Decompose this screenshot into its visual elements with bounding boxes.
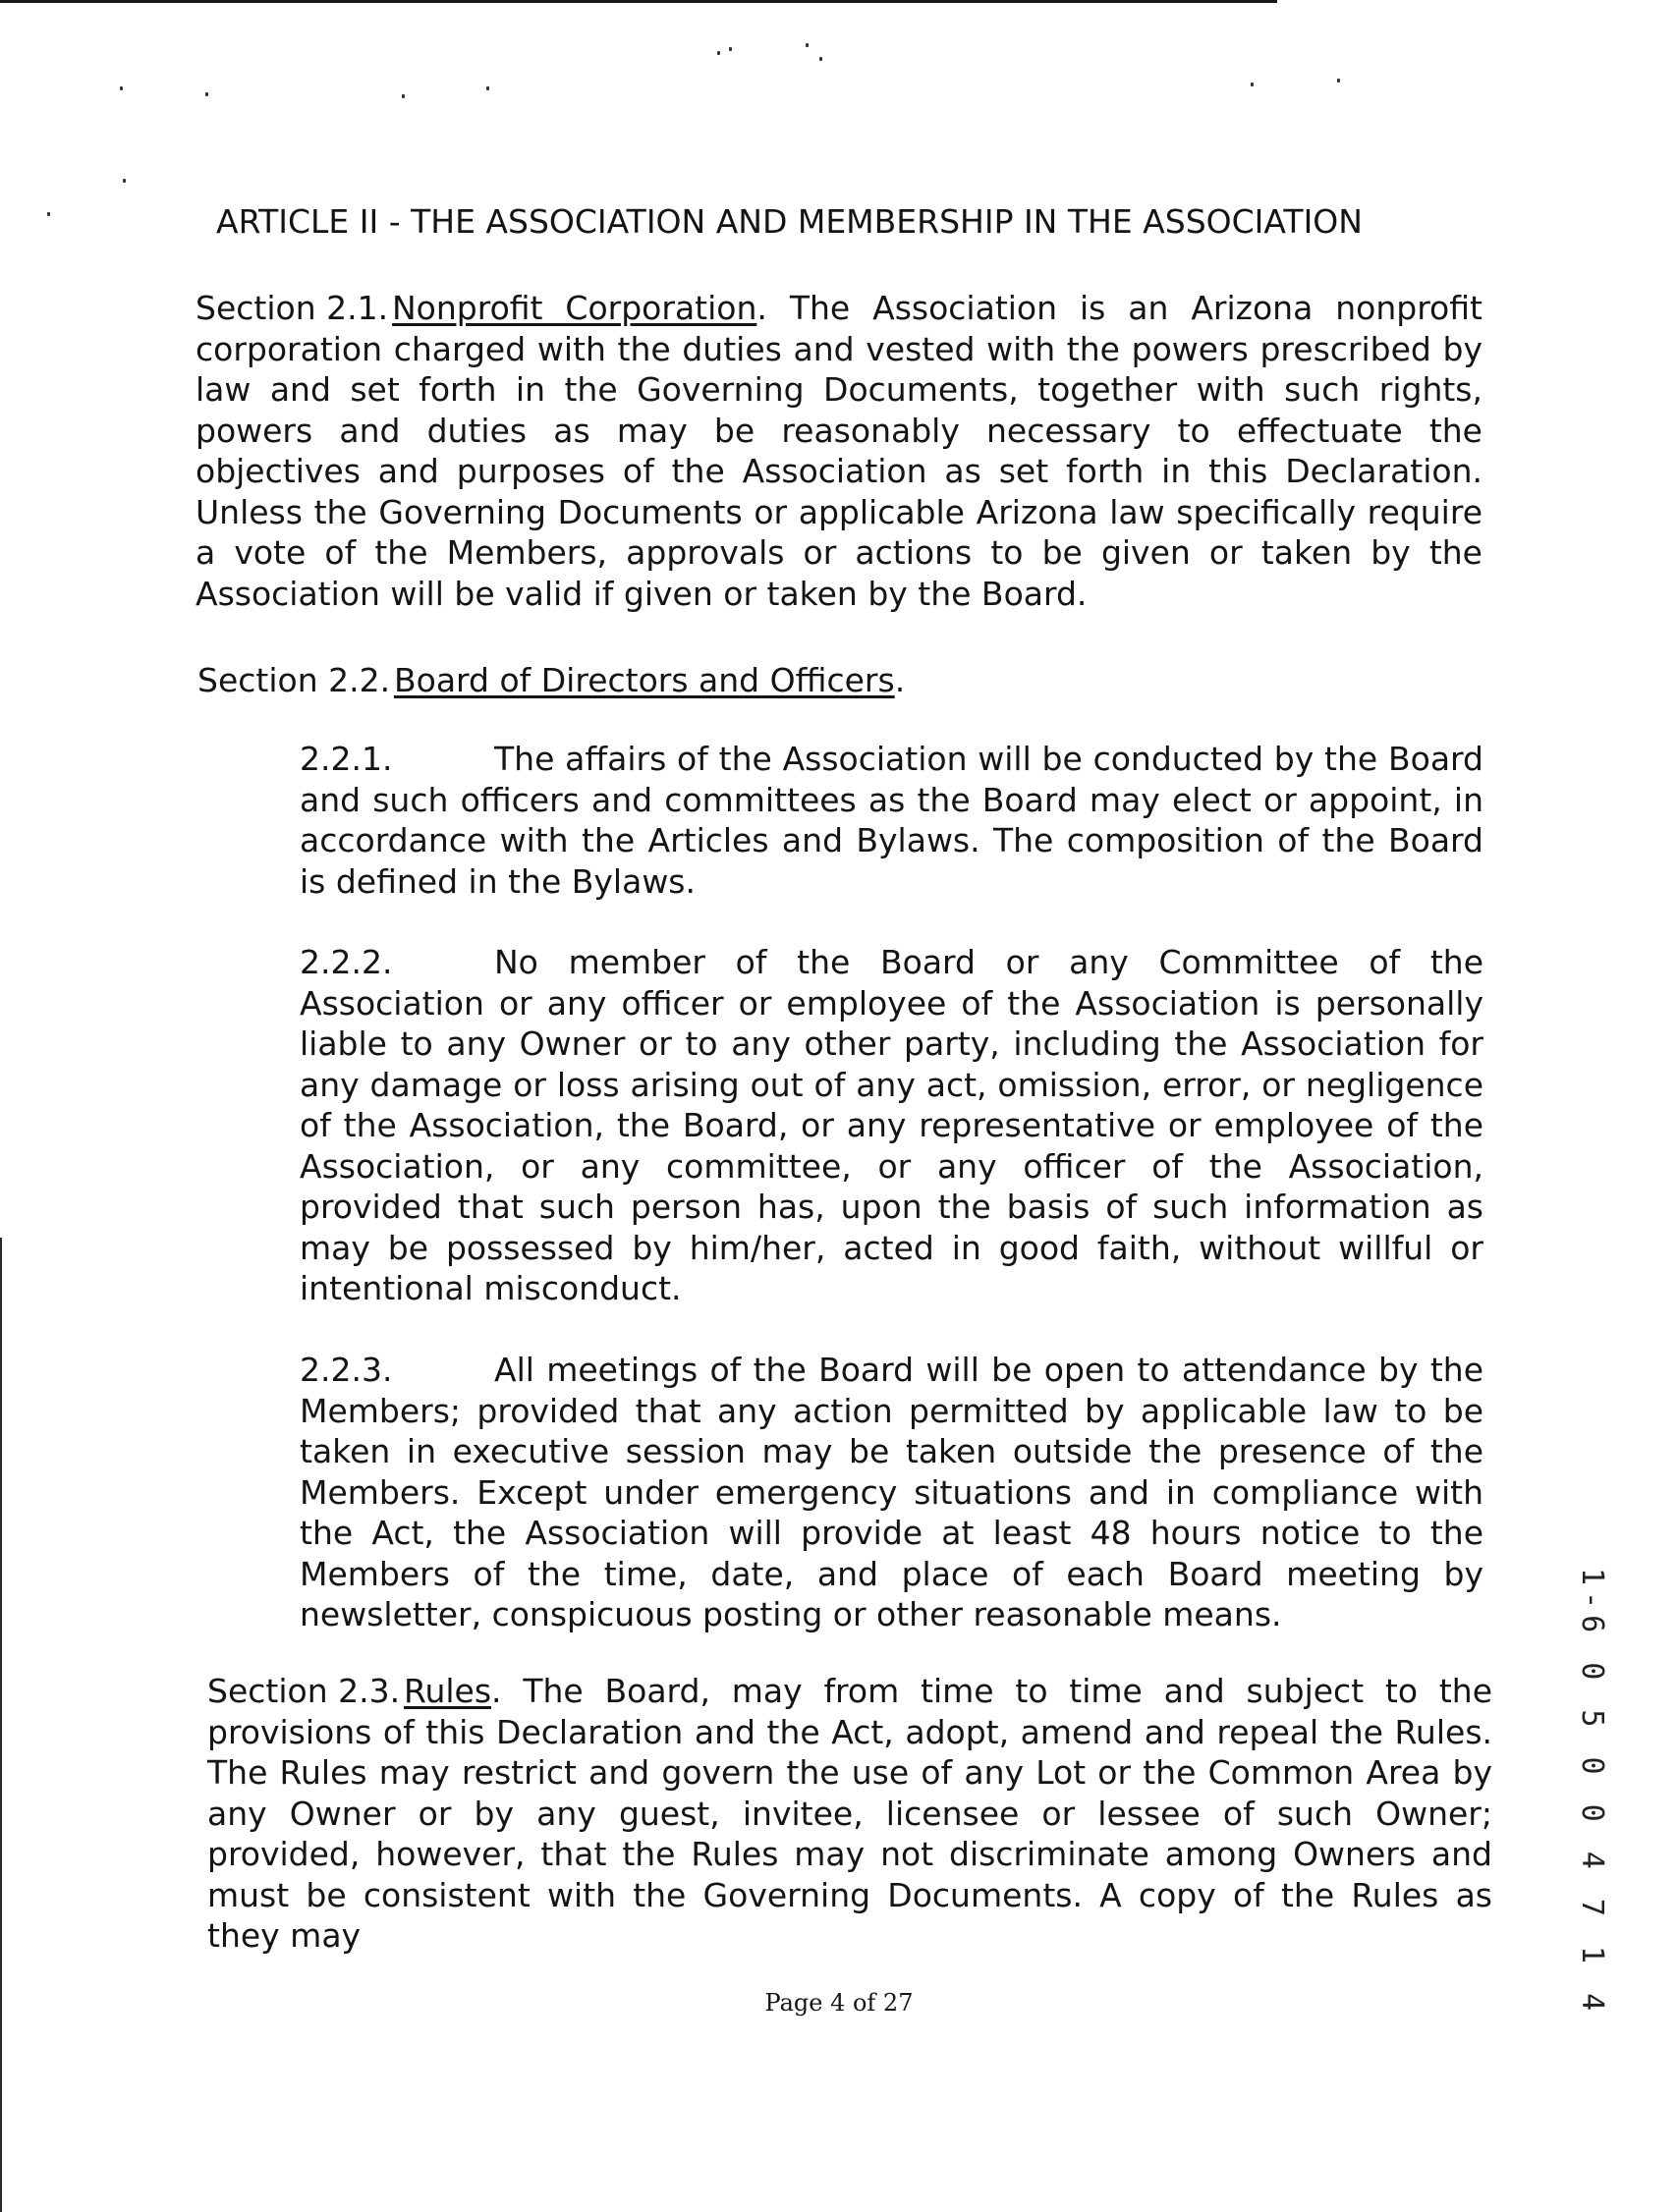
section-number: Section 2.1. <box>196 289 389 327</box>
section-number: Section 2.2. <box>197 661 391 699</box>
caption-period: . <box>491 1672 502 1710</box>
section-body: The Association is an Arizona nonprofit corporation charged with the duties and vested with the powers prescribed by law and set forth in the Governing Documents, together with such rights, powers and duties as may be reasonably necessary to effectuate the objectives and purposes of the Association as set forth in this Declaration. Unless the Governing Documents or applicable Arizona law specifically require a vote of the Members, approvals or actions to be given or taken by the Association will be valid if given or taken by the Board. <box>196 289 1482 613</box>
scan-speck <box>402 94 405 98</box>
subsection-2-2-2 <box>300 942 1483 1309</box>
section-2-2-heading <box>197 660 905 701</box>
scan-speck <box>1251 83 1254 86</box>
section-caption: Nonprofit Corporation <box>392 289 757 327</box>
scan-speck <box>486 86 489 90</box>
scan-speck <box>47 212 50 216</box>
subsection-2-2-3 <box>300 1350 1483 1635</box>
section-body: The Board, may from time to time and subject to the provisions of this Declaration and the Act, adopt, amend and repeal the Rules. The Rules may restrict and govern the use of any Lot or the Common Area by any Owner or by any guest, invitee, licensee or lessee of such Owner; provided, however, that the Rules may not discriminate among Owners and must be consistent with the Governing Documents. A copy of the Rules as they may <box>207 1672 1492 1955</box>
scan-speck <box>123 179 126 183</box>
scan-edge-left <box>0 1238 2 2212</box>
subsection-number: 2.2.1. <box>300 740 393 778</box>
scan-speck <box>806 43 809 47</box>
scan-speck <box>717 51 720 55</box>
subsection-body: All meetings of the Board will be open to attendance by the Members; provided that any action permitted by applicable law to be taken in executive session may be taken outside the presence of the Members. Except under emergency situations and in compliance with the Act, the Association will provide at least 48 hours notice to the Members of the time, date, and place of each Board meeting by newsletter, conspicuous posting or other reasonable means. <box>300 1351 1483 1633</box>
caption-period: . <box>756 289 767 327</box>
section-caption: Rules <box>404 1672 492 1710</box>
recording-stamp: 1-6 0 5 0 0 4 7 1 4 <box>1575 1568 1609 2018</box>
scan-speck <box>120 86 123 90</box>
page-number: Page 4 of 27 <box>764 1989 914 2017</box>
subsection-number: 2.2.2. <box>300 943 393 981</box>
caption-period: . <box>894 661 906 699</box>
section-caption: Board of Directors and Officers <box>394 661 895 699</box>
scan-speck <box>819 57 822 61</box>
scan-speck <box>1337 79 1340 83</box>
section-2-3 <box>207 1671 1492 1957</box>
subsection-2-2-1 <box>300 739 1483 902</box>
section-number: Section 2.3. <box>207 1672 401 1710</box>
article-heading: ARTICLE II - THE ASSOCIATION AND MEMBERSHIP IN THE ASSOCIATION <box>216 202 1363 241</box>
subsection-body: The affairs of the Association will be conducted by the Board and such officers and committees as the Board may elect or appoint, in accordance with the Articles and Bylaws. The composition of the Board is defined in the Bylaws. <box>300 740 1483 901</box>
scan-speck <box>729 47 732 51</box>
scan-edge-top <box>0 0 1277 3</box>
subsection-number: 2.2.3. <box>300 1351 393 1389</box>
subsection-body: No member of the Board or any Committee of the Association or any officer or employee of the Association is personally liable to any Owner or to any other party, including the Association for any damage or loss arising out of any act, omission, error, or negligence of the Association, the Board, or any representative or employee of the Association, or any committee, or any officer of the Association, provided that such person has, upon the basis of such information as may be possessed by him/her, acted in good faith, without willful or intentional misconduct. <box>300 943 1483 1307</box>
scan-speck <box>205 92 208 96</box>
section-2-1 <box>196 288 1482 614</box>
